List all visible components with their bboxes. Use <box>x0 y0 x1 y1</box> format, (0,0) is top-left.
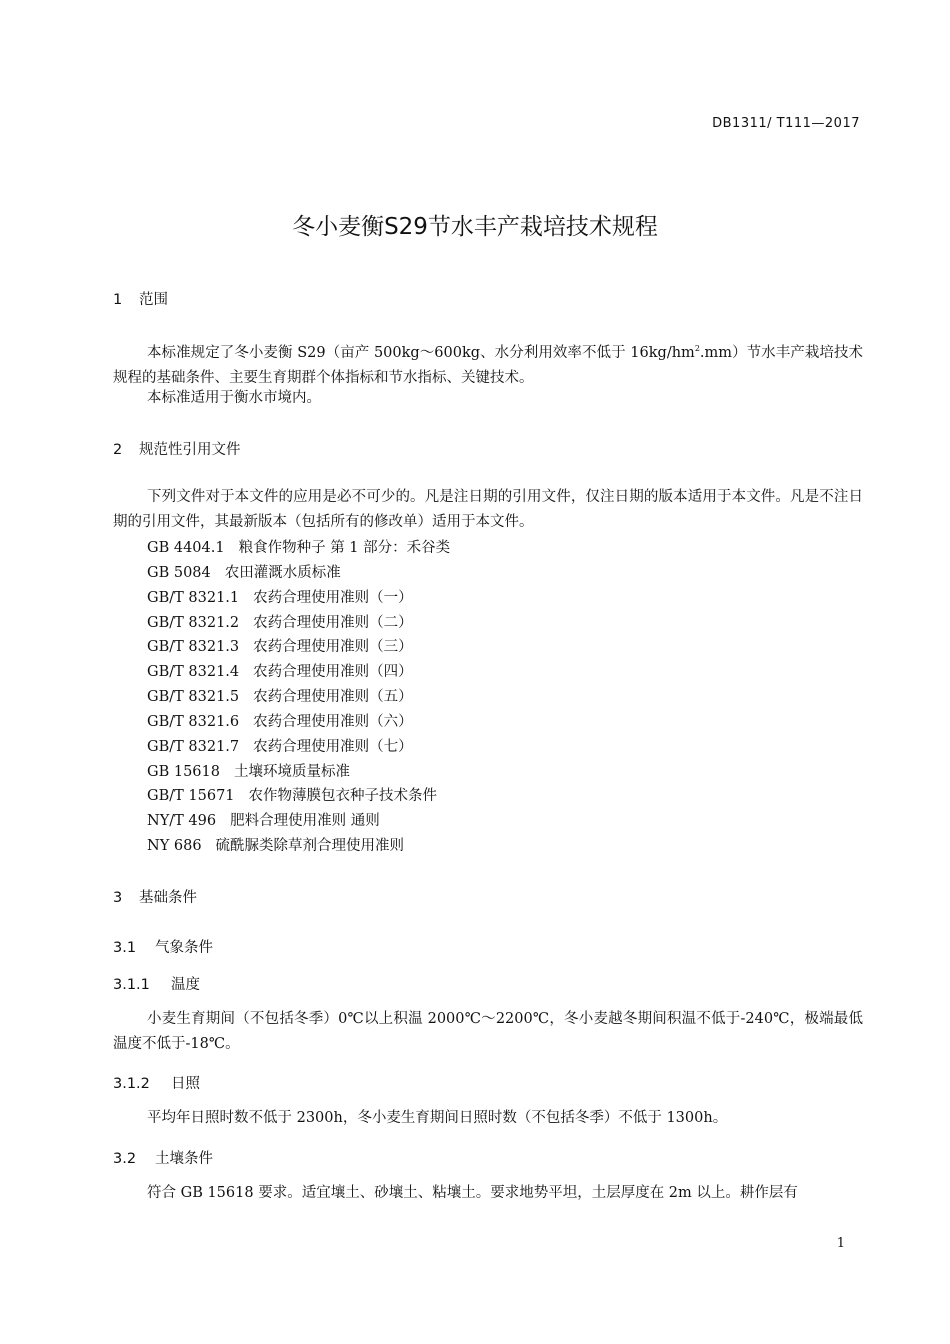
section-number: 3.2 <box>113 1151 137 1167</box>
section-title: 土壤条件 <box>155 1151 213 1167</box>
list-item <box>147 611 450 636</box>
section-number: 3.1.2 <box>113 1076 150 1092</box>
section-3-2-text: 符合 GB 15618 要求。适宜壤土、砂壤土、粘壤土。要求地势平坦，土层厚度在 2m 以上。耕作层有 <box>147 1185 798 1201</box>
reference-name: 农药合理使用准则（一） <box>253 589 413 606</box>
reference-name: 农药合理使用准则（二） <box>253 614 413 631</box>
reference-name: 土壤环境质量标准 <box>233 763 350 780</box>
section-2-intro: 下列文件对于本文件的应用是必不可少的。凡是注日期的引用文件，仅注日期的版本适用于本文件。凡是不注日期的引用文件，其最新版本（包括所有的修改单）适用于本文件。 <box>113 489 863 530</box>
reference-code: GB/T 8321.7 <box>147 738 240 755</box>
list-item <box>147 760 450 785</box>
paragraph-text: .mm）节水丰产栽培技术规程的基础条件、主要生育期群个体指标和节水指标、关键技术。 <box>113 344 863 386</box>
reference-code: GB/T 8321.1 <box>147 589 240 606</box>
section-3-1-1-heading <box>113 973 200 994</box>
section-title: 温度 <box>171 977 200 993</box>
list-item <box>147 735 450 760</box>
list-item <box>147 809 450 834</box>
list-item <box>147 660 450 685</box>
reference-name: 农药合理使用准则（四） <box>253 664 413 681</box>
list-item <box>147 685 450 710</box>
list-item <box>147 784 450 809</box>
reference-code: NY 686 <box>147 838 202 855</box>
list-item <box>147 536 450 561</box>
page-title: 冬小麦衡S29节水丰产栽培技术规程 <box>292 214 658 240</box>
section-3-1-heading <box>113 936 213 957</box>
section-number: 1 <box>113 292 123 308</box>
reference-code: GB 15618 <box>147 763 220 780</box>
reference-code: GB/T 8321.6 <box>147 713 240 730</box>
reference-name: 农田灌溉水质标准 <box>224 564 341 581</box>
section-number: 3 <box>113 890 123 906</box>
section-number: 3.1 <box>113 940 137 956</box>
reference-list <box>147 536 450 859</box>
reference-code: GB 4404.1 <box>147 540 225 556</box>
section-2-heading <box>113 438 241 459</box>
section-title: 规范性引用文件 <box>139 442 241 458</box>
document-code: DB1311/ T111—2017 <box>712 116 860 131</box>
list-item <box>147 635 450 660</box>
section-3-1-2-text: 平均年日照时数不低于 2300h，冬小麦生育期间日照时数（不包括冬季）不低于 1300h。 <box>147 1110 728 1126</box>
section-number: 2 <box>113 442 123 458</box>
list-item <box>147 710 450 735</box>
reference-code: GB/T 8321.5 <box>147 689 240 706</box>
reference-code: GB/T 8321.4 <box>147 664 240 681</box>
list-item <box>147 561 450 586</box>
section-3-1-2-heading <box>113 1072 200 1093</box>
reference-name: 农药合理使用准则（六） <box>253 713 413 730</box>
reference-name: 农药合理使用准则（五） <box>253 689 413 706</box>
section-title: 范围 <box>139 292 168 308</box>
reference-name: 硫酰脲类除草剂合理使用准则 <box>215 838 405 855</box>
section-1-paragraph-1 <box>113 336 863 391</box>
section-number: 3.1.1 <box>113 977 150 993</box>
page-number: 1 <box>836 1236 845 1251</box>
section-3-1-1-text: 小麦生育期间（不包括冬季）0℃以上积温 2000℃～2200℃，冬小麦越冬期间积温不低于-240℃，极端最低温度不低于-18℃。 <box>113 1011 863 1052</box>
section-3-2-heading <box>113 1147 213 1168</box>
reference-name: 农作物薄膜包衣种子技术条件 <box>248 788 438 805</box>
list-item <box>147 586 450 611</box>
section-1-heading <box>113 288 168 309</box>
section-title: 气象条件 <box>155 940 213 956</box>
reference-name: 农药合理使用准则（三） <box>253 639 413 656</box>
list-item <box>147 834 450 859</box>
paragraph-text: 本标准规定了冬小麦衡 S29（亩产 500kg～600kg、水分利用效率不低于 16kg/hm <box>147 344 695 361</box>
reference-name: 肥料合理使用准则 通则 <box>230 813 380 830</box>
reference-code: GB/T 8321.3 <box>147 639 240 656</box>
reference-name: 粮食作物种子 第 1 部分：禾谷类 <box>238 540 451 556</box>
reference-name: 农药合理使用准则（七） <box>253 738 413 755</box>
section-title: 日照 <box>171 1076 200 1092</box>
reference-code: GB/T 15671 <box>147 788 235 805</box>
reference-code: GB/T 8321.2 <box>147 614 240 631</box>
section-3-heading <box>113 886 197 907</box>
reference-code: GB 5084 <box>147 564 211 581</box>
section-title: 基础条件 <box>139 890 197 906</box>
section-1-paragraph-2: 本标准适用于衡水市境内。 <box>147 390 321 406</box>
superscript: 2 <box>694 344 700 353</box>
reference-code: NY/T 496 <box>147 813 217 830</box>
